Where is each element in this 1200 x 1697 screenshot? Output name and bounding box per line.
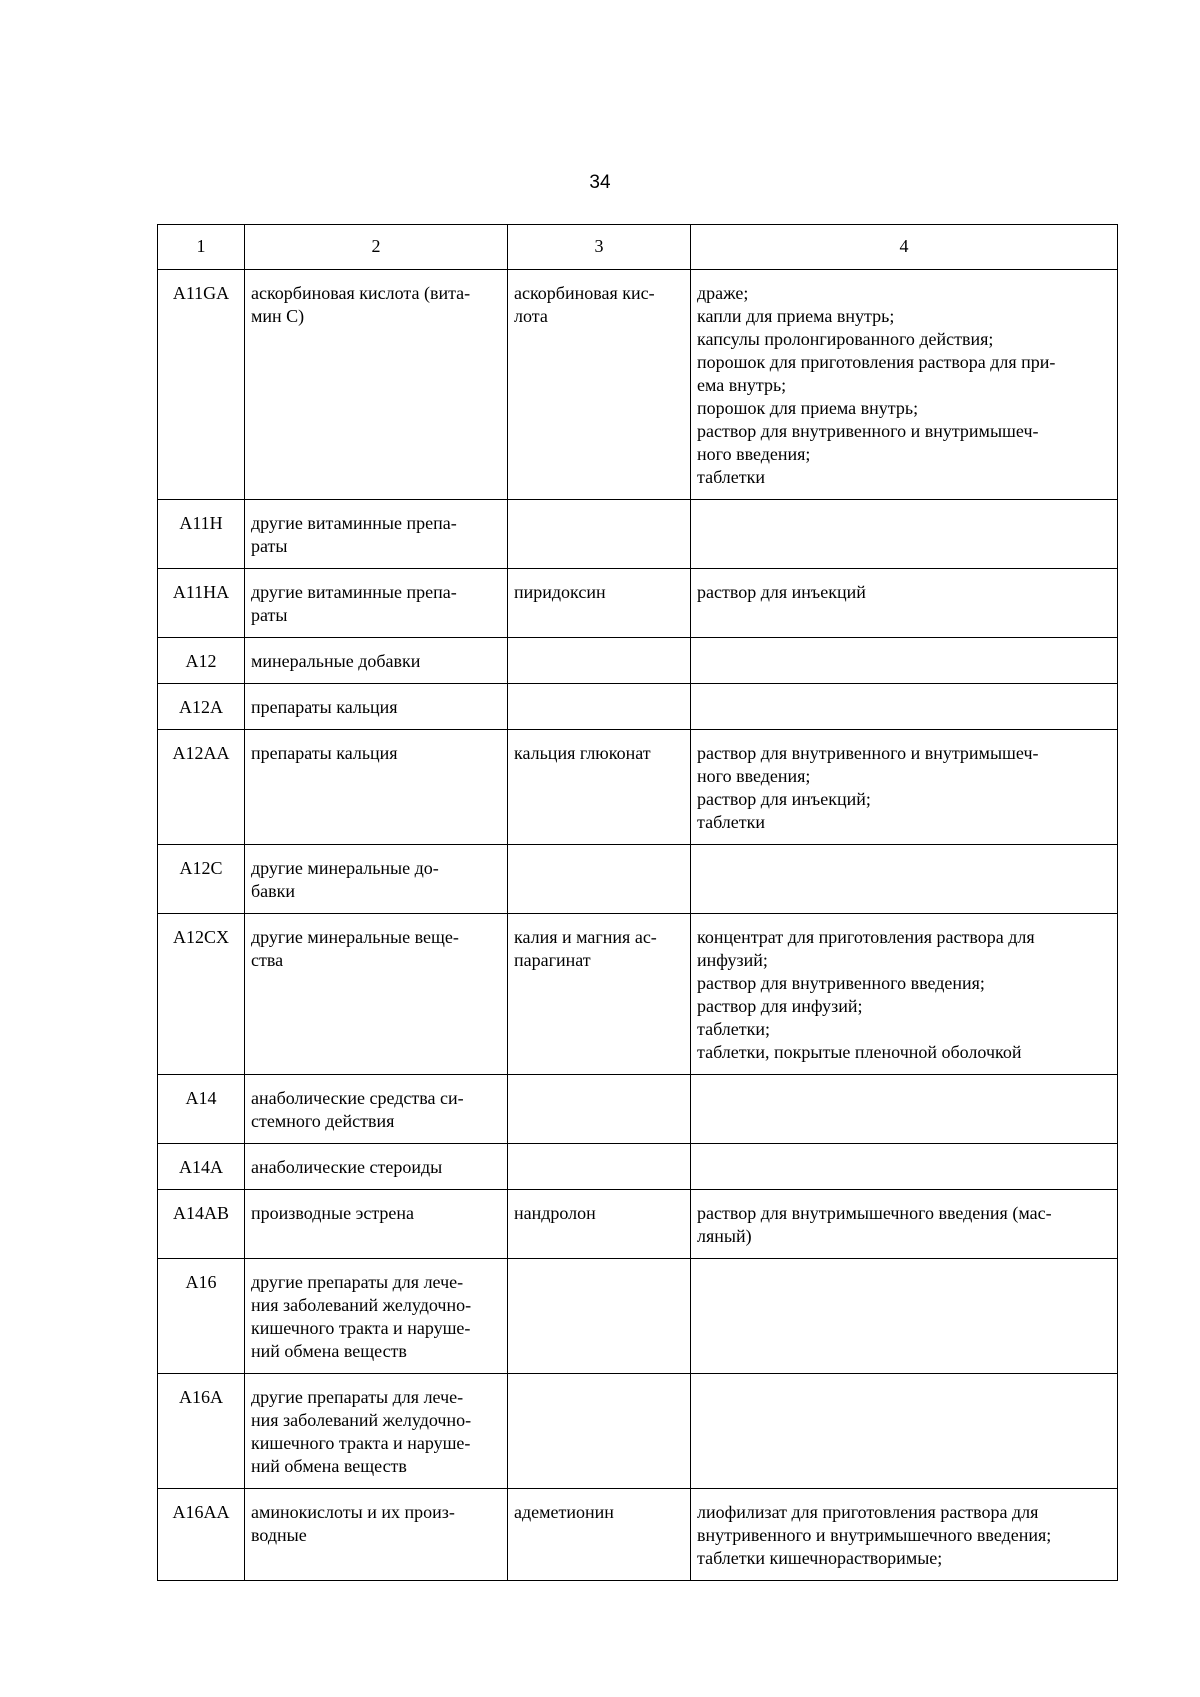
substance-cell <box>508 638 691 684</box>
table-row <box>158 684 1118 730</box>
forms-cell <box>691 638 1118 684</box>
group-line: другие витаминные препа- <box>251 582 457 602</box>
group-line: раты <box>251 536 288 556</box>
forms-cell <box>691 500 1118 569</box>
header-cell-forms: 4 <box>691 225 1118 270</box>
table-body <box>158 270 1118 1581</box>
forms-line: раствор для внутривенного и внутримышеч- <box>697 421 1039 441</box>
forms-line: ного введения; <box>697 766 811 786</box>
group-cell <box>245 1190 508 1259</box>
group-cell <box>245 500 508 569</box>
substance-line: лота <box>514 306 548 326</box>
substance-line: нандролон <box>514 1203 596 1223</box>
group-line: анаболические средства си- <box>251 1088 464 1108</box>
substance-cell <box>508 569 691 638</box>
forms-line: ляный) <box>697 1226 752 1246</box>
forms-cell <box>691 914 1118 1075</box>
forms-line: порошок для приготовления раствора для при- <box>697 352 1056 372</box>
forms-cell <box>691 1259 1118 1374</box>
drug-table <box>157 224 1118 1581</box>
code-cell: A12C <box>158 845 245 914</box>
forms-cell <box>691 1144 1118 1190</box>
forms-line: капсулы пролонгированного действия; <box>697 329 994 349</box>
group-line: препараты кальция <box>251 697 398 717</box>
code-cell: A11HA <box>158 569 245 638</box>
group-line: аминокислоты и их произ- <box>251 1502 455 1522</box>
forms-line: раствор для инъекций <box>697 582 866 602</box>
group-line: минеральные добавки <box>251 651 421 671</box>
substance-line: калия и магния ас- <box>514 927 657 947</box>
table-row <box>158 1075 1118 1144</box>
forms-cell <box>691 569 1118 638</box>
group-line: стемного действия <box>251 1111 395 1131</box>
group-cell <box>245 684 508 730</box>
forms-line: концентрат для приготовления раствора для <box>697 927 1035 947</box>
code-cell: A14 <box>158 1075 245 1144</box>
group-line: ния заболеваний желудочно- <box>251 1410 472 1430</box>
group-cell <box>245 1144 508 1190</box>
substance-cell <box>508 1259 691 1374</box>
group-line: раты <box>251 605 288 625</box>
group-line: другие препараты для лече- <box>251 1272 464 1292</box>
forms-line: раствор для инъекций; <box>697 789 871 809</box>
forms-cell <box>691 1374 1118 1489</box>
header-cell-substance: 3 <box>508 225 691 270</box>
substance-cell <box>508 1374 691 1489</box>
forms-line: порошок для приема внутрь; <box>697 398 919 418</box>
header-cell-code: 1 <box>158 225 245 270</box>
substance-line: кальция глюконат <box>514 743 651 763</box>
table-row <box>158 638 1118 684</box>
substance-line: адеметионин <box>514 1502 614 1522</box>
forms-line: раствор для внутривенного введения; <box>697 973 985 993</box>
group-cell <box>245 638 508 684</box>
group-line: водные <box>251 1525 307 1545</box>
substance-cell <box>508 1190 691 1259</box>
forms-line: раствор для внутривенного и внутримышеч- <box>697 743 1039 763</box>
page-number: 34 <box>589 172 611 193</box>
forms-line: таблетки <box>697 467 766 487</box>
table-row <box>158 1190 1118 1259</box>
group-line: другие минеральные веще- <box>251 927 459 947</box>
substance-line: аскорбиновая кис- <box>514 283 655 303</box>
table-row <box>158 1374 1118 1489</box>
forms-line: таблетки <box>697 812 766 832</box>
table-row <box>158 270 1118 500</box>
code-cell: A16 <box>158 1259 245 1374</box>
forms-cell <box>691 1489 1118 1581</box>
group-line: анаболические стероиды <box>251 1157 443 1177</box>
forms-cell <box>691 730 1118 845</box>
table-row <box>158 1489 1118 1581</box>
table-row <box>158 1144 1118 1190</box>
table-row <box>158 730 1118 845</box>
table-row <box>158 1259 1118 1374</box>
group-line: другие витаминные препа- <box>251 513 457 533</box>
group-cell <box>245 569 508 638</box>
group-line: аскорбиновая кислота (вита- <box>251 283 471 303</box>
group-cell <box>245 1259 508 1374</box>
group-cell <box>245 845 508 914</box>
table-row <box>158 914 1118 1075</box>
group-line: кишечного тракта и наруше- <box>251 1318 471 1338</box>
forms-line: таблетки; <box>697 1019 771 1039</box>
group-cell <box>245 1374 508 1489</box>
forms-line: раствор для внутримышечного введения (мас- <box>697 1203 1052 1223</box>
group-cell <box>245 1489 508 1581</box>
substance-cell <box>508 684 691 730</box>
group-cell <box>245 270 508 500</box>
forms-cell <box>691 270 1118 500</box>
substance-cell <box>508 1489 691 1581</box>
forms-line: инфузий; <box>697 950 768 970</box>
group-cell <box>245 1075 508 1144</box>
substance-line: парагинат <box>514 950 591 970</box>
substance-cell <box>508 845 691 914</box>
substance-line: пиридоксин <box>514 582 606 602</box>
forms-line: капли для приема внутрь; <box>697 306 895 326</box>
substance-cell <box>508 270 691 500</box>
forms-cell <box>691 845 1118 914</box>
code-cell: A12 <box>158 638 245 684</box>
header-cell-group: 2 <box>245 225 508 270</box>
forms-line: внутривенного и внутримышечного введения; <box>697 1525 1052 1545</box>
code-cell: A14AB <box>158 1190 245 1259</box>
forms-cell <box>691 1075 1118 1144</box>
header-row <box>158 225 1118 270</box>
forms-cell <box>691 684 1118 730</box>
code-cell: A11H <box>158 500 245 569</box>
code-cell: A12A <box>158 684 245 730</box>
table-header <box>158 225 1118 270</box>
group-line: мин C) <box>251 306 305 326</box>
forms-line: ного введения; <box>697 444 811 464</box>
forms-line: таблетки, покрытые пленочной оболочкой <box>697 1042 1022 1062</box>
code-cell: A14A <box>158 1144 245 1190</box>
code-cell: A16A <box>158 1374 245 1489</box>
substance-cell <box>508 730 691 845</box>
forms-line: раствор для инфузий; <box>697 996 863 1016</box>
forms-cell <box>691 1190 1118 1259</box>
code-cell: A11GA <box>158 270 245 500</box>
substance-cell <box>508 1075 691 1144</box>
code-cell: A12CX <box>158 914 245 1075</box>
group-line: другие минеральные до- <box>251 858 439 878</box>
group-cell <box>245 730 508 845</box>
group-cell <box>245 914 508 1075</box>
forms-line: лиофилизат для приготовления раствора для <box>697 1502 1039 1522</box>
group-line: бавки <box>251 881 296 901</box>
forms-line: таблетки кишечнорастворимые; <box>697 1548 943 1568</box>
group-line: другие препараты для лече- <box>251 1387 464 1407</box>
group-line: производные эстрена <box>251 1203 415 1223</box>
group-line: ний обмена веществ <box>251 1341 407 1361</box>
group-line: ния заболеваний желудочно- <box>251 1295 472 1315</box>
group-line: ний обмена веществ <box>251 1456 407 1476</box>
substance-cell <box>508 500 691 569</box>
table-row <box>158 569 1118 638</box>
forms-line: ема внутрь; <box>697 375 787 395</box>
table-row <box>158 500 1118 569</box>
group-line: кишечного тракта и наруше- <box>251 1433 471 1453</box>
forms-line: драже; <box>697 283 749 303</box>
group-line: препараты кальция <box>251 743 398 763</box>
group-line: ства <box>251 950 284 970</box>
code-cell: A16AA <box>158 1489 245 1581</box>
substance-cell <box>508 914 691 1075</box>
substance-cell <box>508 1144 691 1190</box>
table-row <box>158 845 1118 914</box>
code-cell: A12AA <box>158 730 245 845</box>
